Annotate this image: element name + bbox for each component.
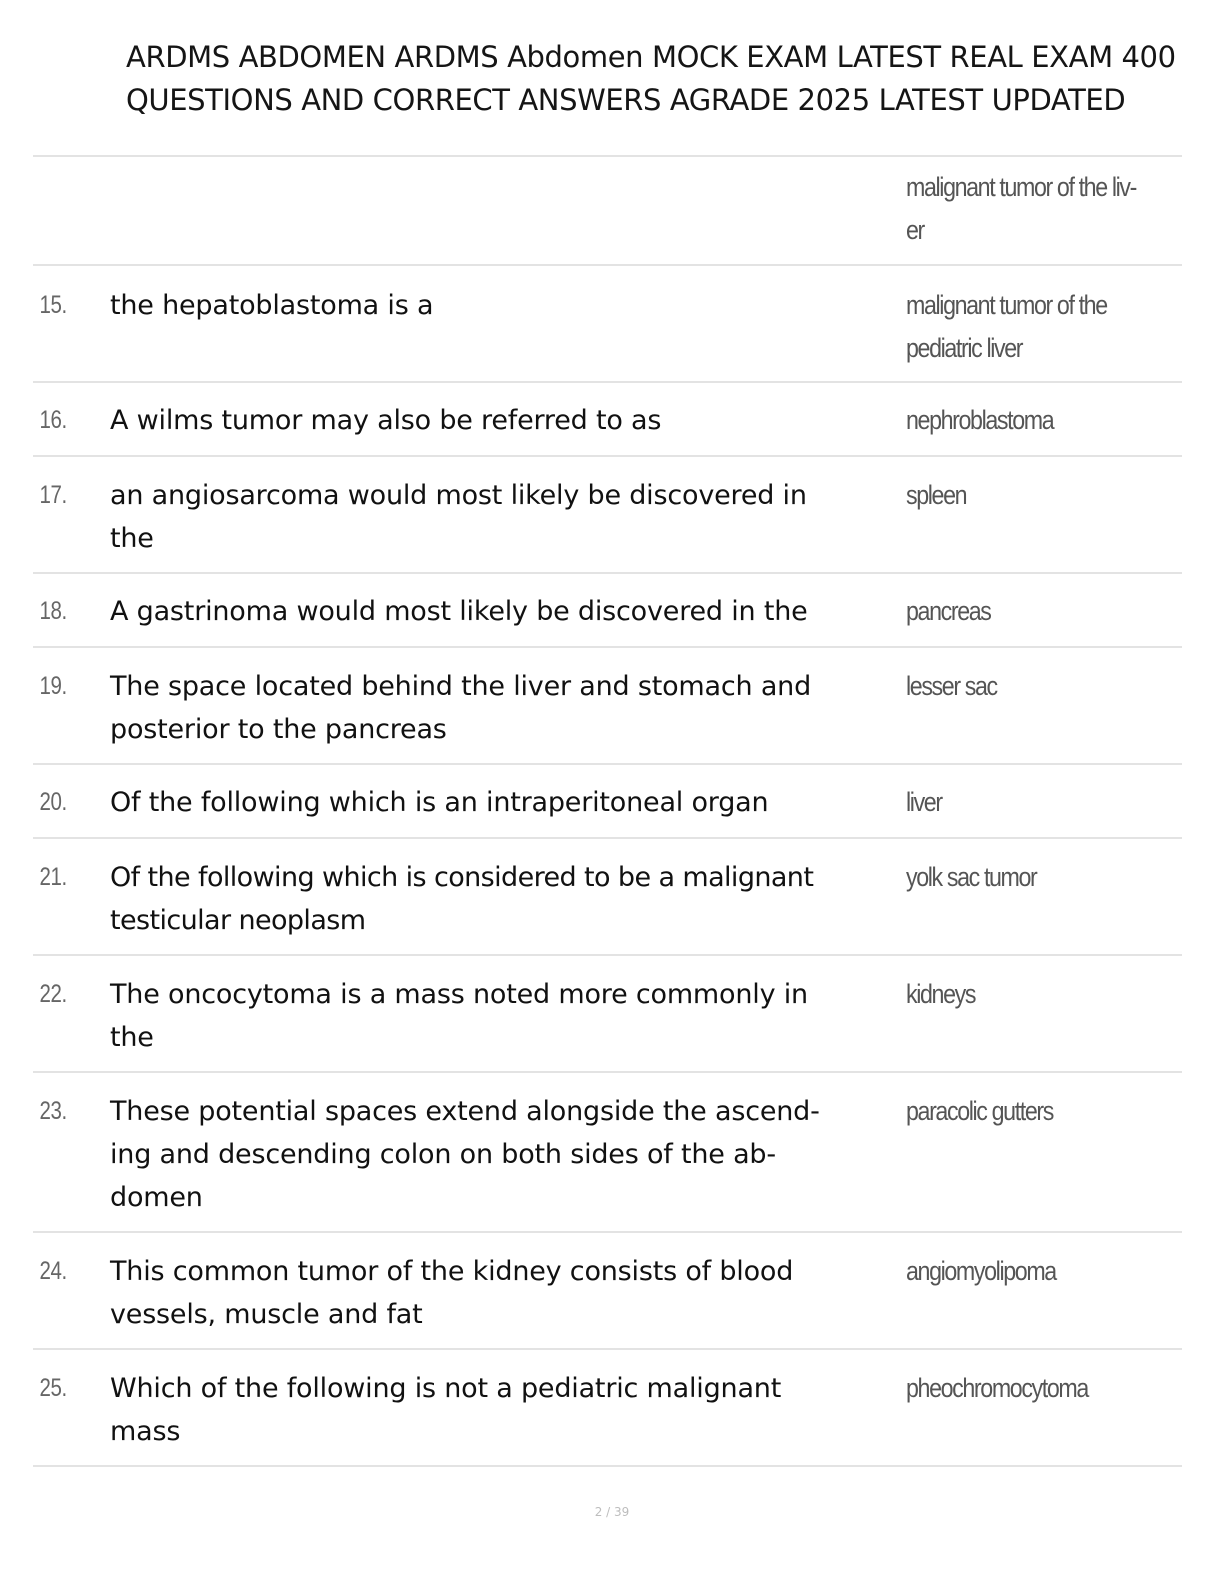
answer-line: nephroblastoma bbox=[906, 405, 1054, 435]
question-line: the bbox=[110, 1022, 154, 1053]
question-line: mass bbox=[110, 1416, 181, 1447]
question-text bbox=[110, 399, 906, 442]
answer-text bbox=[906, 590, 1143, 633]
answer-text bbox=[906, 474, 1143, 517]
answer-text bbox=[906, 1367, 1143, 1410]
answer-text bbox=[906, 781, 1143, 824]
question-number: 23. bbox=[39, 1097, 67, 1125]
question-text bbox=[110, 781, 906, 824]
question-line: Which of the following is not a pediatric malignant bbox=[110, 1373, 782, 1404]
question-number: 15. bbox=[39, 291, 67, 319]
question-number: 16. bbox=[39, 406, 67, 434]
question-number: 22. bbox=[39, 980, 67, 1008]
answer-text bbox=[906, 284, 1143, 370]
question-number: 21. bbox=[39, 863, 67, 891]
question-line: the hepatoblastoma is a bbox=[110, 290, 434, 321]
answer-text bbox=[906, 1090, 1143, 1133]
table-row bbox=[33, 383, 1182, 457]
table-row bbox=[33, 457, 1182, 574]
answer-line: paracolic gutters bbox=[906, 1096, 1053, 1126]
question-number: 19. bbox=[39, 672, 67, 700]
answer-line: pediatric liver bbox=[906, 333, 1023, 363]
question-number: 25. bbox=[39, 1374, 67, 1402]
answer-line: malignant tumor of the liv- bbox=[906, 172, 1136, 202]
answer-line: kidneys bbox=[906, 979, 976, 1009]
question-line: This common tumor of the kidney consists of blood bbox=[110, 1256, 794, 1287]
document-title bbox=[126, 36, 1224, 122]
answer-text bbox=[906, 399, 1143, 442]
question-text bbox=[110, 856, 906, 942]
question-text bbox=[110, 665, 906, 751]
question-text bbox=[110, 1250, 906, 1336]
table-row bbox=[33, 574, 1182, 648]
question-text bbox=[110, 284, 906, 327]
question-line: Of the following which is an intraperitoneal organ bbox=[110, 787, 769, 818]
table-row bbox=[33, 1233, 1182, 1350]
table-row bbox=[33, 1073, 1182, 1233]
question-line: posterior to the pancreas bbox=[110, 714, 447, 745]
question-line: The oncocytoma is a mass noted more commonly in bbox=[110, 979, 808, 1010]
answer-line: pancreas bbox=[906, 596, 991, 626]
question-line: the bbox=[110, 523, 154, 554]
question-line: A wilms tumor may also be referred to as bbox=[110, 405, 662, 436]
question-line: Of the following which is considered to be a malignant bbox=[110, 862, 814, 893]
question-line: domen bbox=[110, 1182, 203, 1213]
answer-line: liver bbox=[906, 787, 942, 817]
answer-line: spleen bbox=[906, 480, 967, 510]
answer-line: angiomyolipoma bbox=[906, 1256, 1056, 1286]
table-row bbox=[33, 956, 1182, 1073]
question-line: A gastrinoma would most likely be discovered in the bbox=[110, 596, 808, 627]
title-line-1: ARDMS ABDOMEN ARDMS Abdomen MOCK EXAM LATEST REAL EXAM 400 bbox=[126, 40, 1176, 74]
answer-text bbox=[906, 973, 1143, 1016]
question-number: 24. bbox=[39, 1257, 67, 1285]
question-line: vessels, muscle and fat bbox=[110, 1299, 423, 1330]
question-text bbox=[110, 1090, 906, 1219]
table-row bbox=[33, 266, 1182, 383]
table-row bbox=[33, 1350, 1182, 1467]
table-row bbox=[33, 765, 1182, 839]
answer-line: yolk sac tumor bbox=[906, 862, 1037, 892]
answer-line: lesser sac bbox=[906, 671, 997, 701]
table-row bbox=[33, 839, 1182, 956]
title-line-2: QUESTIONS AND CORRECT ANSWERS AGRADE 2025 LATEST UPDATED bbox=[126, 83, 1126, 117]
question-text bbox=[110, 590, 906, 633]
question-line: ing and descending colon on both sides of the ab- bbox=[110, 1139, 776, 1170]
answer-line: pheochromocytoma bbox=[906, 1373, 1088, 1403]
question-text bbox=[110, 1367, 906, 1453]
page-indicator: 2 / 39 bbox=[594, 1505, 630, 1519]
answer-line: malignant tumor of the bbox=[906, 290, 1107, 320]
question-answer-table bbox=[33, 155, 1182, 1467]
answer-text bbox=[906, 1250, 1143, 1293]
question-number: 18. bbox=[39, 597, 67, 625]
table-row bbox=[33, 648, 1182, 765]
answer-text bbox=[906, 166, 1143, 252]
question-line: testicular neoplasm bbox=[110, 905, 366, 936]
question-line: The space located behind the liver and stomach and bbox=[110, 671, 812, 702]
table-row bbox=[33, 157, 1182, 266]
answer-line: er bbox=[906, 215, 924, 245]
question-number: 17. bbox=[39, 481, 67, 509]
answer-text bbox=[906, 665, 1143, 708]
question-text bbox=[110, 973, 906, 1059]
question-text bbox=[110, 474, 906, 560]
question-line: These potential spaces extend alongside the ascend- bbox=[110, 1096, 820, 1127]
question-number: 20. bbox=[39, 788, 67, 816]
answer-text bbox=[906, 856, 1143, 899]
question-line: an angiosarcoma would most likely be discovered in bbox=[110, 480, 807, 511]
